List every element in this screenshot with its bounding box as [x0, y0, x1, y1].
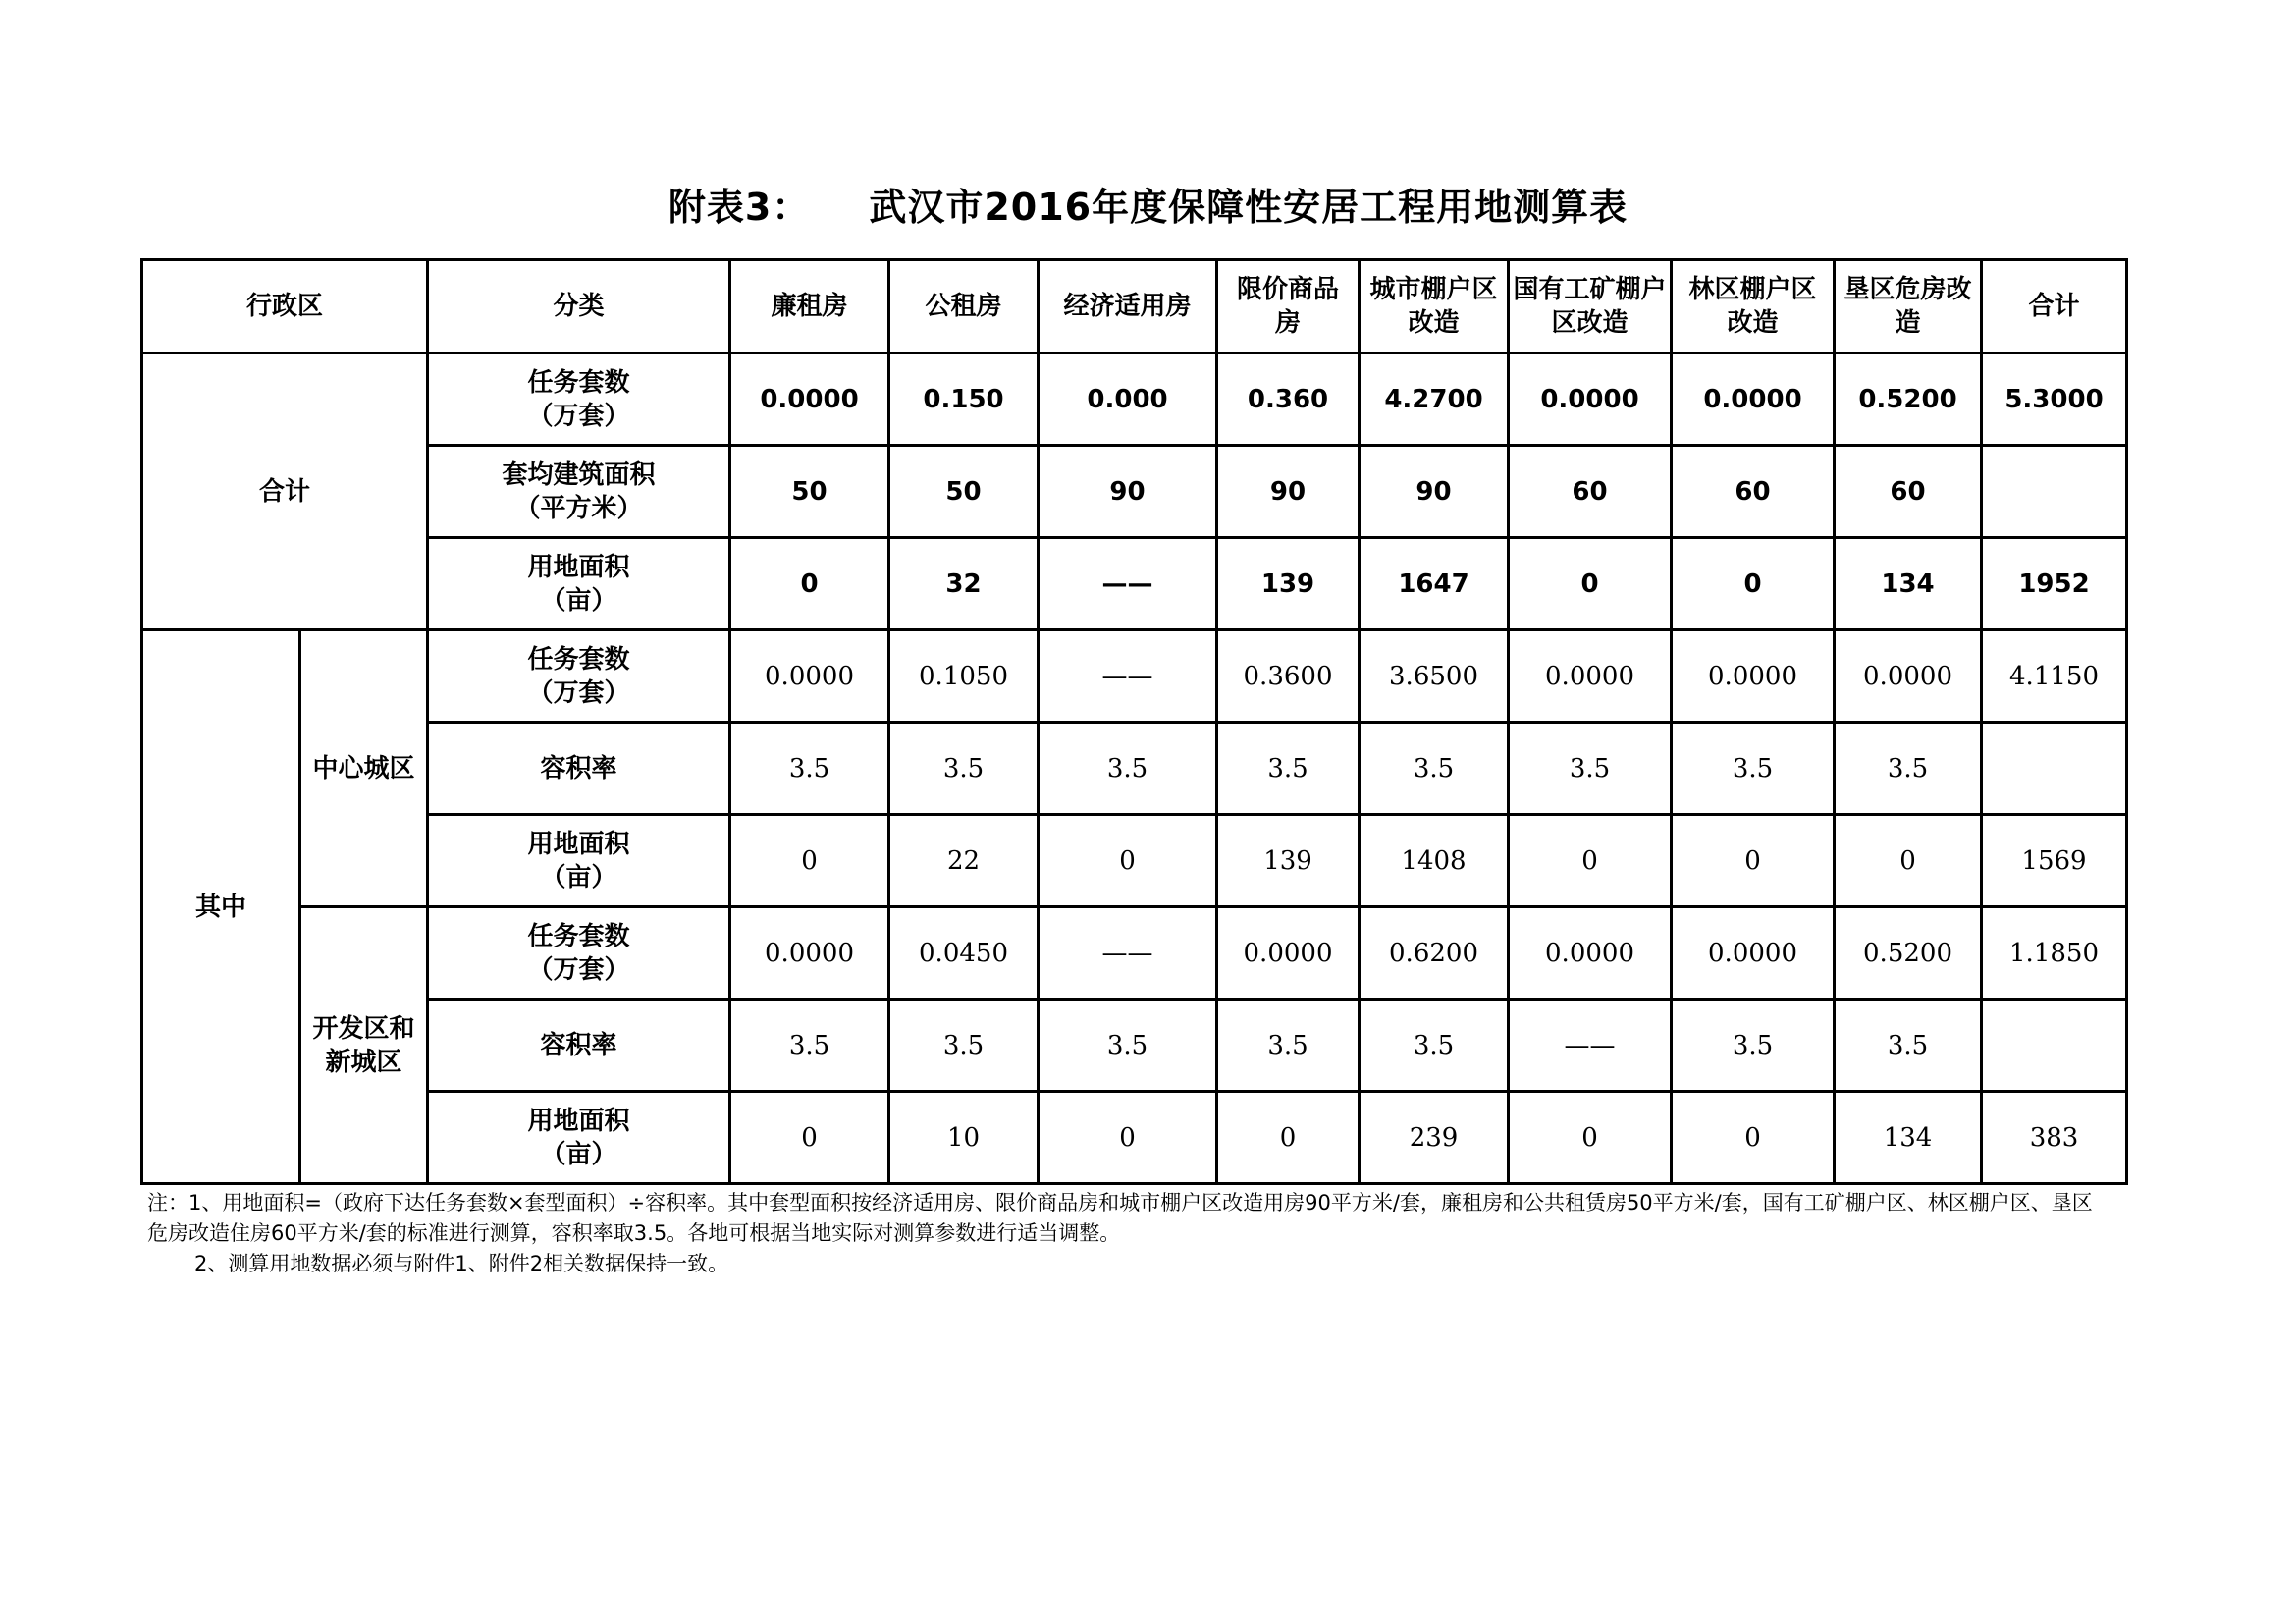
table-row: [142, 1092, 2127, 1184]
column-header: 合计: [1982, 260, 2127, 353]
value-cell: 383: [1982, 1092, 2127, 1184]
row-category: 用地面积 （亩）: [428, 538, 730, 630]
value-cell: ——: [1039, 907, 1217, 1000]
value-cell: [1982, 1000, 2127, 1092]
footnotes: [147, 1188, 2101, 1279]
value-cell: 0: [1509, 815, 1672, 907]
table-row: [142, 446, 2127, 538]
column-header: 国有工矿棚户 区改造: [1509, 260, 1672, 353]
page-title: [0, 177, 2296, 231]
value-cell: 3.6500: [1360, 630, 1509, 723]
value-cell: 239: [1360, 1092, 1509, 1184]
value-cell: 50: [730, 446, 889, 538]
value-cell: 0.0000: [730, 353, 889, 446]
value-cell: 3.5: [1835, 1000, 1982, 1092]
value-cell: 0: [1672, 1092, 1835, 1184]
of-which-label: 其中: [142, 630, 300, 1184]
value-cell: 1647: [1360, 538, 1509, 630]
value-cell: 0: [1672, 538, 1835, 630]
title-main: 武汉市2016年度保障性安居工程用地测算表: [869, 186, 1629, 229]
row-category: 用地面积 （亩）: [428, 1092, 730, 1184]
table-row: [142, 815, 2127, 907]
value-cell: 0.360: [1217, 353, 1360, 446]
value-cell: 1952: [1982, 538, 2127, 630]
column-header: 林区棚户区 改造: [1672, 260, 1835, 353]
value-cell: 0.0000: [1672, 353, 1835, 446]
value-cell: 0.3600: [1217, 630, 1360, 723]
column-header: 公租房: [889, 260, 1039, 353]
value-cell: 0.150: [889, 353, 1039, 446]
value-cell: 1.1850: [1982, 907, 2127, 1000]
table-row: [142, 723, 2127, 815]
value-cell: 60: [1672, 446, 1835, 538]
value-cell: 3.5: [1039, 723, 1217, 815]
value-cell: 0.0000: [730, 907, 889, 1000]
value-cell: 3.5: [1672, 723, 1835, 815]
row-category: 容积率: [428, 1000, 730, 1092]
value-cell: 50: [889, 446, 1039, 538]
column-header: 廉租房: [730, 260, 889, 353]
value-cell: 0.000: [1039, 353, 1217, 446]
value-cell: 60: [1509, 446, 1672, 538]
title-prefix: 附表3：: [667, 186, 811, 229]
value-cell: 0: [730, 815, 889, 907]
value-cell: 0.0450: [889, 907, 1039, 1000]
value-cell: 3.5: [730, 1000, 889, 1092]
value-cell: 139: [1217, 815, 1360, 907]
value-cell: 60: [1835, 446, 1982, 538]
value-cell: 0.0000: [1509, 630, 1672, 723]
value-cell: 134: [1835, 538, 1982, 630]
value-cell: 0.0000: [1835, 630, 1982, 723]
value-cell: 0: [1217, 1092, 1360, 1184]
header-district: 行政区: [142, 260, 428, 353]
value-cell: 3.5: [1360, 1000, 1509, 1092]
value-cell: [1982, 446, 2127, 538]
row-category: 任务套数 （万套）: [428, 353, 730, 446]
row-category: 用地面积 （亩）: [428, 815, 730, 907]
table-row: [142, 538, 2127, 630]
column-header: 限价商品 房: [1217, 260, 1360, 353]
land-calculation-table: [140, 258, 2128, 1185]
value-cell: 3.5: [1039, 1000, 1217, 1092]
value-cell: 0.6200: [1360, 907, 1509, 1000]
row-category: 任务套数 （万套）: [428, 907, 730, 1000]
header-category: 分类: [428, 260, 730, 353]
header-row: [142, 260, 2127, 353]
value-cell: 0.1050: [889, 630, 1039, 723]
value-cell: 0: [1835, 815, 1982, 907]
area-group-label: 中心城区: [300, 630, 428, 907]
value-cell: ——: [1039, 538, 1217, 630]
value-cell: 3.5: [1360, 723, 1509, 815]
value-cell: 4.2700: [1360, 353, 1509, 446]
value-cell: 0: [730, 538, 889, 630]
footnote-2: 2、测算用地数据必须与附件1、附件2相关数据保持一致。: [194, 1252, 729, 1275]
value-cell: [1982, 723, 2127, 815]
value-cell: 3.5: [889, 723, 1039, 815]
value-cell: 134: [1835, 1092, 1982, 1184]
value-cell: 22: [889, 815, 1039, 907]
value-cell: 10: [889, 1092, 1039, 1184]
row-category: 任务套数 （万套）: [428, 630, 730, 723]
value-cell: 0.0000: [1217, 907, 1360, 1000]
value-cell: 0: [1509, 538, 1672, 630]
value-cell: ——: [1039, 630, 1217, 723]
value-cell: 90: [1039, 446, 1217, 538]
column-header: 经济适用房: [1039, 260, 1217, 353]
value-cell: 0: [730, 1092, 889, 1184]
value-cell: 5.3000: [1982, 353, 2127, 446]
value-cell: 3.5: [1217, 723, 1360, 815]
footnote-1: 注：1、用地面积=（政府下达任务套数×套型面积）÷容积率。其中套型面积按经济适用房、限价商品房和城市棚户区改造用房90平方米/套，廉租房和公共租赁房50平方米/套，国有工矿棚户区、林区棚户区、垦区危房改造住房60平方米/套的标准进行测算，容积率取3.5。各地可根据当地实际对测算参数进行适当调整。: [147, 1191, 2093, 1245]
value-cell: 0.0000: [1672, 907, 1835, 1000]
value-cell: 0: [1039, 1092, 1217, 1184]
value-cell: 0.0000: [730, 630, 889, 723]
value-cell: 3.5: [1672, 1000, 1835, 1092]
value-cell: 0: [1509, 1092, 1672, 1184]
value-cell: 0: [1672, 815, 1835, 907]
value-cell: 1569: [1982, 815, 2127, 907]
column-header: 城市棚户区 改造: [1360, 260, 1509, 353]
value-cell: 0.0000: [1672, 630, 1835, 723]
value-cell: 0.0000: [1509, 353, 1672, 446]
table-row: [142, 1000, 2127, 1092]
table-row: [142, 907, 2127, 1000]
value-cell: 0.5200: [1835, 353, 1982, 446]
total-label: 合计: [142, 353, 428, 630]
value-cell: 3.5: [730, 723, 889, 815]
table-row: [142, 353, 2127, 446]
value-cell: 32: [889, 538, 1039, 630]
value-cell: 0.5200: [1835, 907, 1982, 1000]
value-cell: 3.5: [1509, 723, 1672, 815]
area-group-label: 开发区和 新城区: [300, 907, 428, 1184]
value-cell: 90: [1360, 446, 1509, 538]
value-cell: 3.5: [889, 1000, 1039, 1092]
value-cell: 1408: [1360, 815, 1509, 907]
table-row: [142, 630, 2127, 723]
row-category: 套均建筑面积 （平方米）: [428, 446, 730, 538]
value-cell: 0: [1039, 815, 1217, 907]
value-cell: 0.0000: [1509, 907, 1672, 1000]
column-header: 垦区危房改 造: [1835, 260, 1982, 353]
row-category: 容积率: [428, 723, 730, 815]
value-cell: 3.5: [1217, 1000, 1360, 1092]
value-cell: 90: [1217, 446, 1360, 538]
value-cell: 4.1150: [1982, 630, 2127, 723]
value-cell: 139: [1217, 538, 1360, 630]
value-cell: 3.5: [1835, 723, 1982, 815]
value-cell: ——: [1509, 1000, 1672, 1092]
